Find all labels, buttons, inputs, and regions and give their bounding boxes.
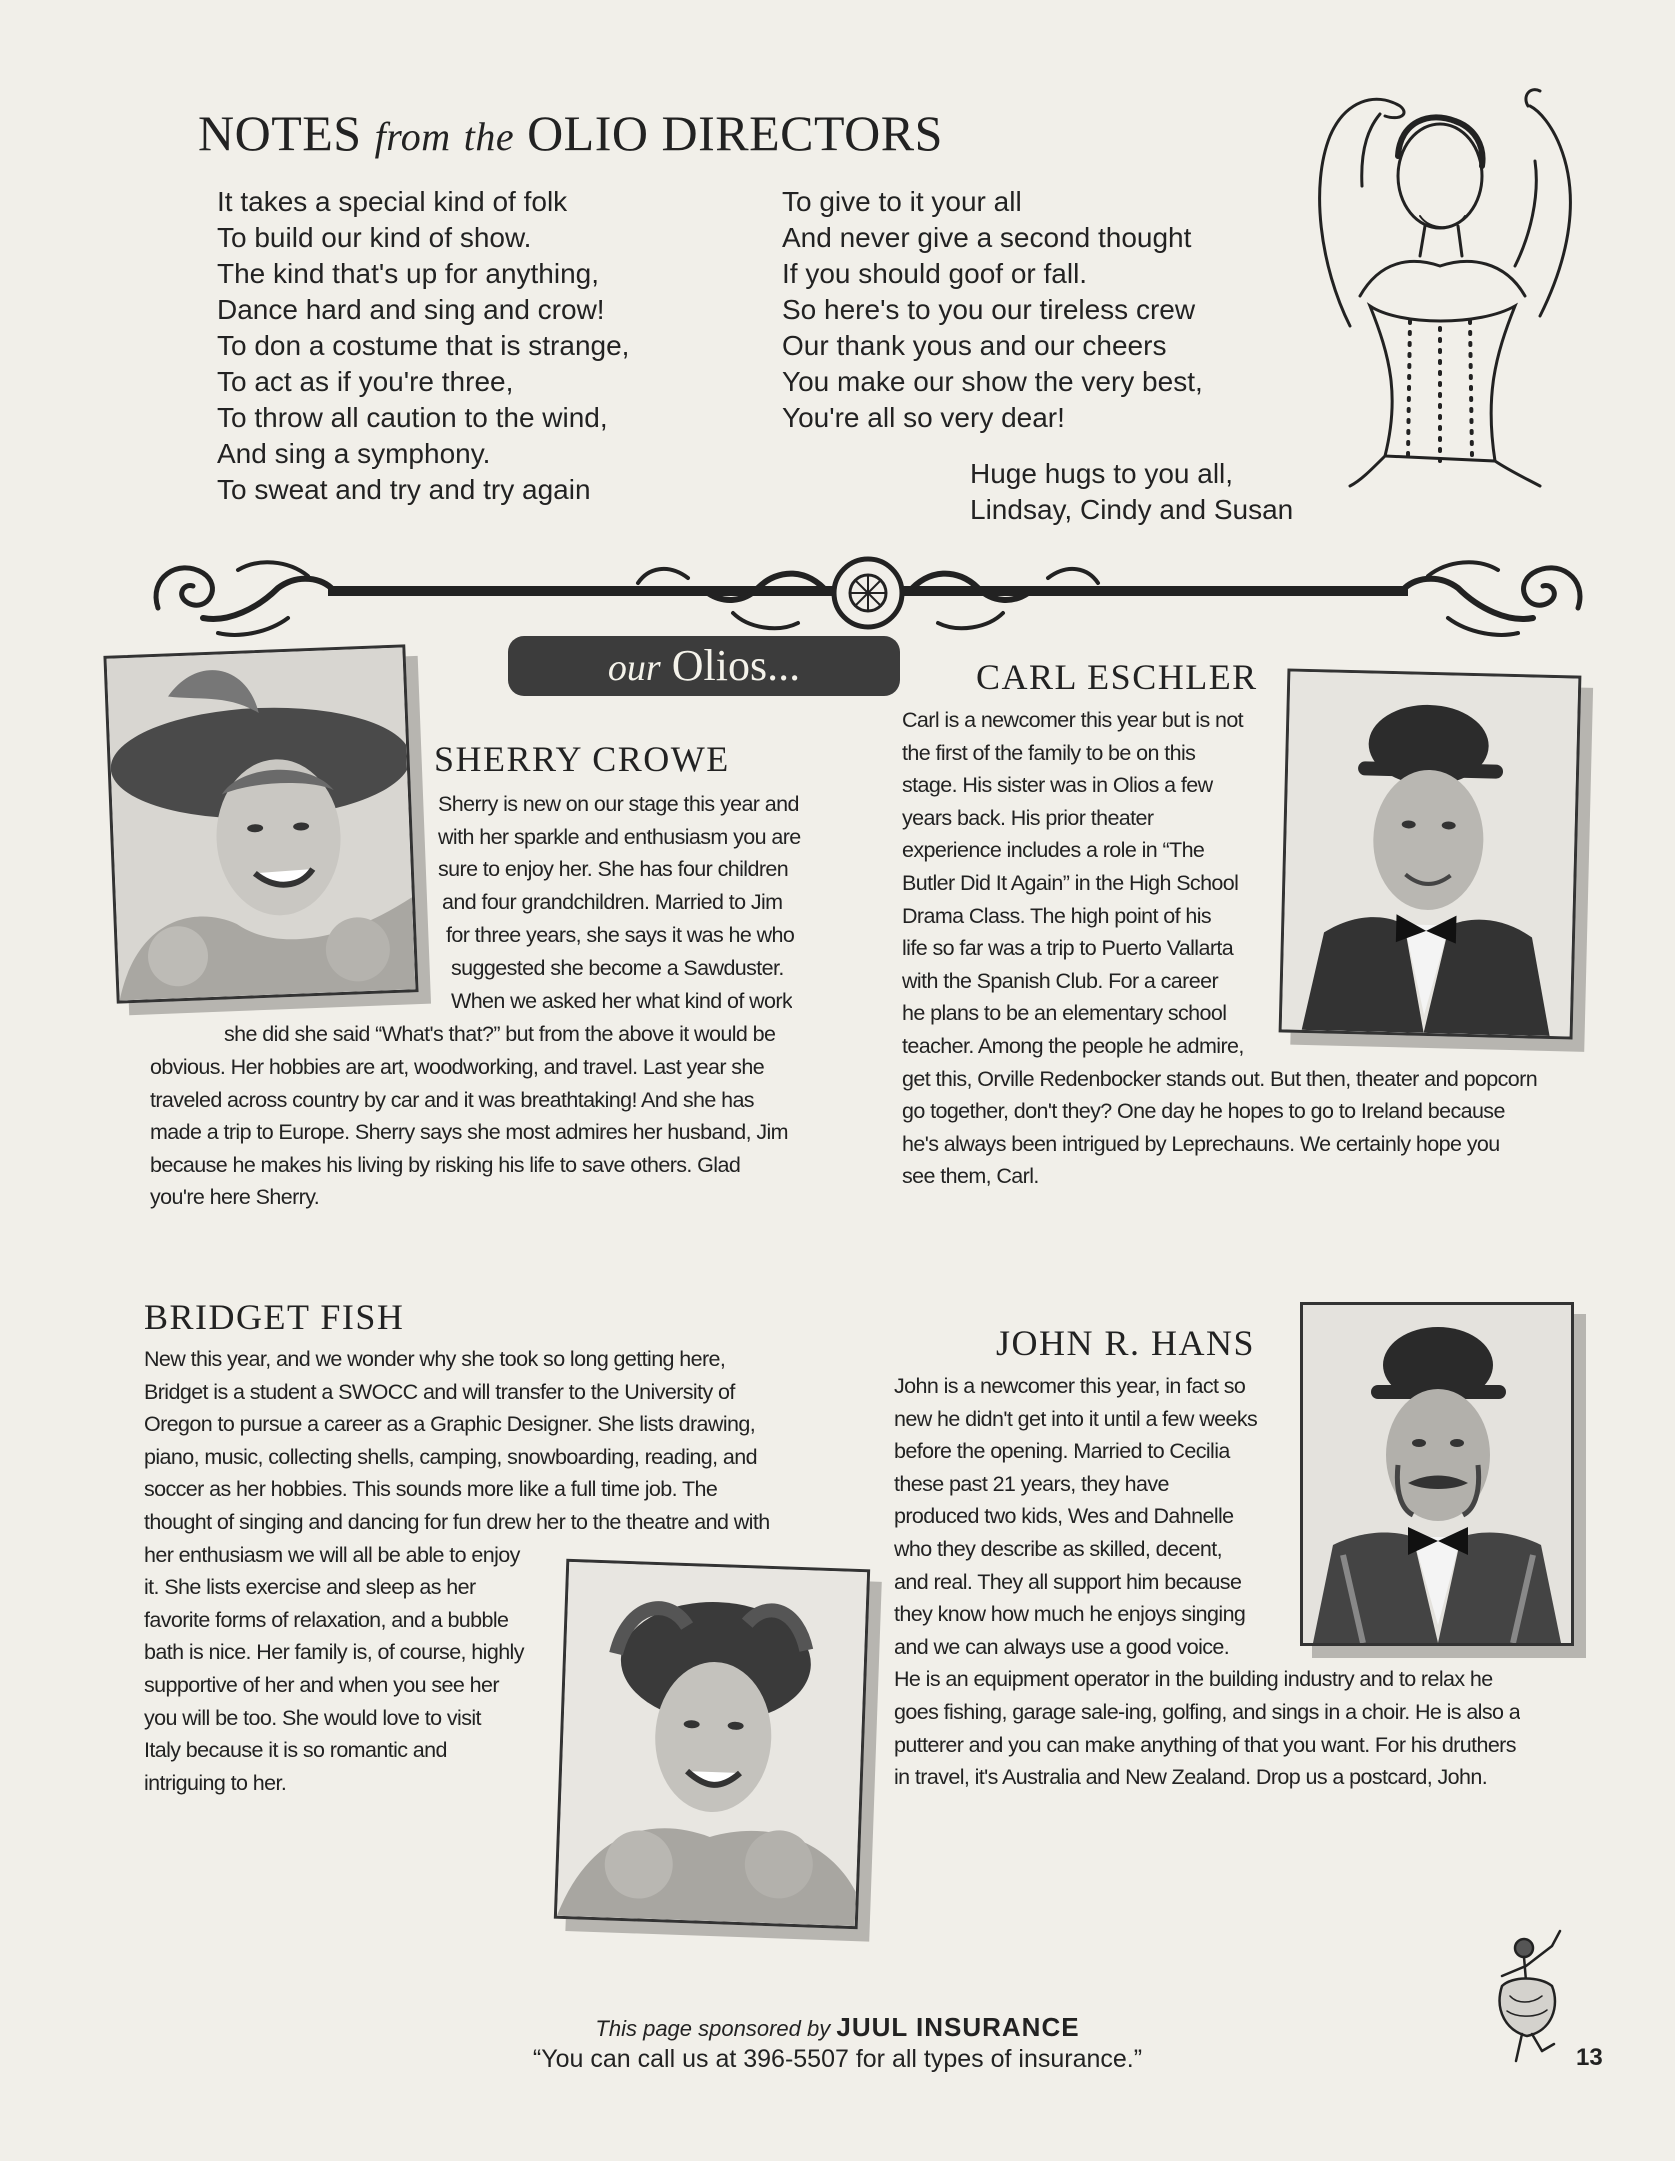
section-label-our: our (607, 647, 661, 689)
signoff-line: Huge hugs to you all, (970, 458, 1234, 489)
notes-title-the: the (463, 114, 515, 159)
bio-line: it. She lists exercise and sleep as her (144, 1575, 476, 1600)
bio-line: go together, don't they? One day he hopes to go to Ireland because (902, 1099, 1505, 1124)
bio-line: see them, Carl. (902, 1164, 1039, 1189)
bio-line: suggested she become a Sawduster. (451, 956, 784, 980)
bio-line: before the opening. Married to Cecilia (894, 1439, 1230, 1464)
bio-line: years back. His prior theater (902, 805, 1154, 830)
bio-line: and four grandchildren. Married to Jim (442, 890, 783, 914)
sponsor-name: JUUL INSURANCE (836, 2012, 1080, 2042)
bio-line: sure to enjoy her. She has four children (438, 857, 789, 882)
bio-line: Carl is a newcomer this year but is not (902, 708, 1244, 732)
poem-line: It takes a special kind of folk (217, 186, 568, 217)
bio-line: and we can always use a good voice. (894, 1634, 1230, 1659)
bio-line: obvious. Her hobbies are art, woodworking, and travel. Last year she (150, 1055, 765, 1079)
poem-line: And never give a second thought (782, 222, 1192, 253)
poem-line: So here's to you our tireless crew (782, 294, 1196, 325)
poem-left-column (217, 184, 629, 508)
bio-line: Drama Class. The high point of his (902, 903, 1212, 928)
bio-line: he plans to be an elementary school (902, 1001, 1227, 1026)
bio-line: He is an equipment operator in the building industry and to relax he (894, 1667, 1493, 1692)
olio-name-john: JOHN R. HANS (996, 1323, 1256, 1363)
bio-line: Italy because it is so romantic and (144, 1738, 447, 1763)
bio-sherry-mid4 (451, 985, 792, 1018)
bio-line: her enthusiasm we will all be able to enjoy (144, 1542, 520, 1567)
bio-line: New this year, and we wonder why she took so long getting here, (144, 1347, 726, 1371)
section-label-olios-text: Olios... (671, 641, 801, 690)
can-can-dancer-icon (1482, 1926, 1578, 2066)
bio-line: soccer as her hobbies. This sounds more like a full time job. The (144, 1477, 718, 1502)
sponsored-by-text: This page sponsored by (595, 2016, 831, 2041)
bio-line: he's always been intrigued by Leprechauns. We certainly hope you (902, 1131, 1500, 1156)
bio-line: you will be too. She would love to visit (144, 1705, 481, 1730)
bio-line: stage. His sister was in Olios a few (902, 773, 1213, 798)
bio-line: and real. They all support him because (894, 1569, 1242, 1594)
notes-title-from: from (374, 114, 451, 159)
bio-line: she did she said “What's that?” but from the above it would be (224, 1022, 776, 1046)
notes-title (198, 104, 943, 162)
bio-line: with her sparkle and enthusiasm you are (438, 824, 801, 849)
bio-line: for three years, she says it was he who (446, 923, 795, 947)
bio-line: Oregon to pursue a career as a Graphic Designer. She lists drawing, (144, 1412, 756, 1437)
poem-line: You make our show the very best, (782, 366, 1203, 397)
bio-line: you're here Sherry. (150, 1185, 320, 1210)
bio-line: John is a newcomer this year, in fact so (894, 1374, 1246, 1398)
bio-sherry-top (438, 788, 801, 886)
bio-line: goes fishing, garage sale-ing, golfing, and sings in a choir. He is also a (894, 1699, 1521, 1724)
poem-line: Our thank yous and our cheers (782, 330, 1167, 361)
bio-line: When we asked her what kind of work (451, 989, 793, 1013)
bio-line: experience includes a role in “The (902, 838, 1205, 863)
bio-sherry-wide1 (224, 1018, 775, 1051)
bio-line: Sherry is new on our stage this year and (438, 792, 799, 816)
notes-title-part1: NOTES (198, 105, 362, 161)
poem-line: To don a costume that is strange, (217, 330, 630, 361)
bio-line: bath is nice. Her family is, of course, highly (144, 1640, 524, 1665)
olio-name-bridget: BRIDGET FISH (144, 1297, 405, 1337)
bio-line: putterer and you can make anything of that you want. For his druthers (894, 1732, 1516, 1757)
page-number: 13 (1576, 2044, 1603, 2071)
bio-line: piano, music, collecting shells, camping, snowboarding, reading, and (144, 1444, 757, 1469)
poem-line: To throw all caution to the wind, (217, 402, 608, 433)
bio-sherry-bottom (150, 1051, 788, 1214)
bio-line: teacher. Among the people he admire, (902, 1033, 1244, 1058)
bio-sherry-mid (442, 886, 783, 919)
bridget-fish-photo (554, 1559, 870, 1929)
dancer-corset-icon (1290, 66, 1590, 496)
bio-line: new he didn't get into it until a few weeks (894, 1406, 1258, 1431)
poem-right-column (782, 184, 1203, 436)
ornamental-scroll-divider-icon (148, 548, 1588, 648)
sponsor-tagline: “You can call us at 396-5507 for all types of insurance.” (532, 2045, 1143, 2073)
poem-line: Dance hard and sing and crow! (217, 294, 605, 325)
bio-sherry-mid3 (451, 952, 784, 985)
sponsor-footer (0, 2012, 1675, 2074)
poem-line: To give to it your all (782, 186, 1022, 217)
bio-line: get this, Orville Redenbocker stands out. But then, theater and popcorn (902, 1066, 1538, 1091)
carl-eschler-photo (1279, 668, 1582, 1039)
olio-name-sherry: SHERRY CROWE (434, 739, 730, 779)
bio-line: produced two kids, Wes and Dahnelle (894, 1504, 1234, 1529)
bio-line: traveled across country by car and it was breathtaking! And she has (150, 1087, 754, 1112)
bio-line: because he makes his living by risking his life to save others. Glad (150, 1152, 741, 1177)
bio-line: thought of singing and dancing for fun drew her to the theatre and with (144, 1509, 770, 1534)
poem-line: To sweat and try and try again (217, 474, 591, 505)
bio-line: these past 21 years, they have (894, 1471, 1169, 1496)
olio-name-carl: CARL ESCHLER (976, 657, 1258, 697)
bio-line: intriguing to her. (144, 1770, 287, 1795)
poem-line: If you should goof or fall. (782, 258, 1088, 289)
poem-line: And sing a symphony. (217, 438, 491, 469)
notes-title-part2: OLIO DIRECTORS (527, 105, 943, 161)
bio-line: with the Spanish Club. For a career (902, 968, 1218, 993)
bio-line: life so far was a trip to Puerto Vallarta (902, 936, 1234, 961)
bio-sherry-mid2 (446, 919, 794, 952)
bio-line: Butler Did It Again” in the High School (902, 870, 1239, 895)
poem-line: The kind that's up for anything, (217, 258, 600, 289)
bio-line: Bridget is a student a SWOCC and will transfer to the University of (144, 1379, 735, 1404)
bio-line: made a trip to Europe. Sherry says she most admires her husband, Jim (150, 1120, 788, 1145)
poem-line: To act as if you're three, (217, 366, 514, 397)
signoff-line: Lindsay, Cindy and Susan (970, 494, 1294, 525)
poem-line: To build our kind of show. (217, 222, 532, 253)
poem-line: You're all so very dear! (782, 402, 1065, 433)
john-hans-photo (1300, 1302, 1574, 1646)
bio-line: favorite forms of relaxation, and a bubble (144, 1607, 509, 1632)
bio-line: supportive of her and when you see her (144, 1672, 499, 1697)
sherry-crowe-photo (103, 644, 418, 1003)
signoff (970, 456, 1293, 528)
bio-line: who they describe as skilled, decent, (894, 1536, 1222, 1561)
bio-line: the first of the family to be on this (902, 740, 1196, 765)
section-label-olios (508, 636, 900, 696)
bio-line: they know how much he enjoys singing (894, 1602, 1246, 1627)
bio-line: in travel, it's Australia and New Zealand. Drop us a postcard, John. (894, 1765, 1488, 1790)
